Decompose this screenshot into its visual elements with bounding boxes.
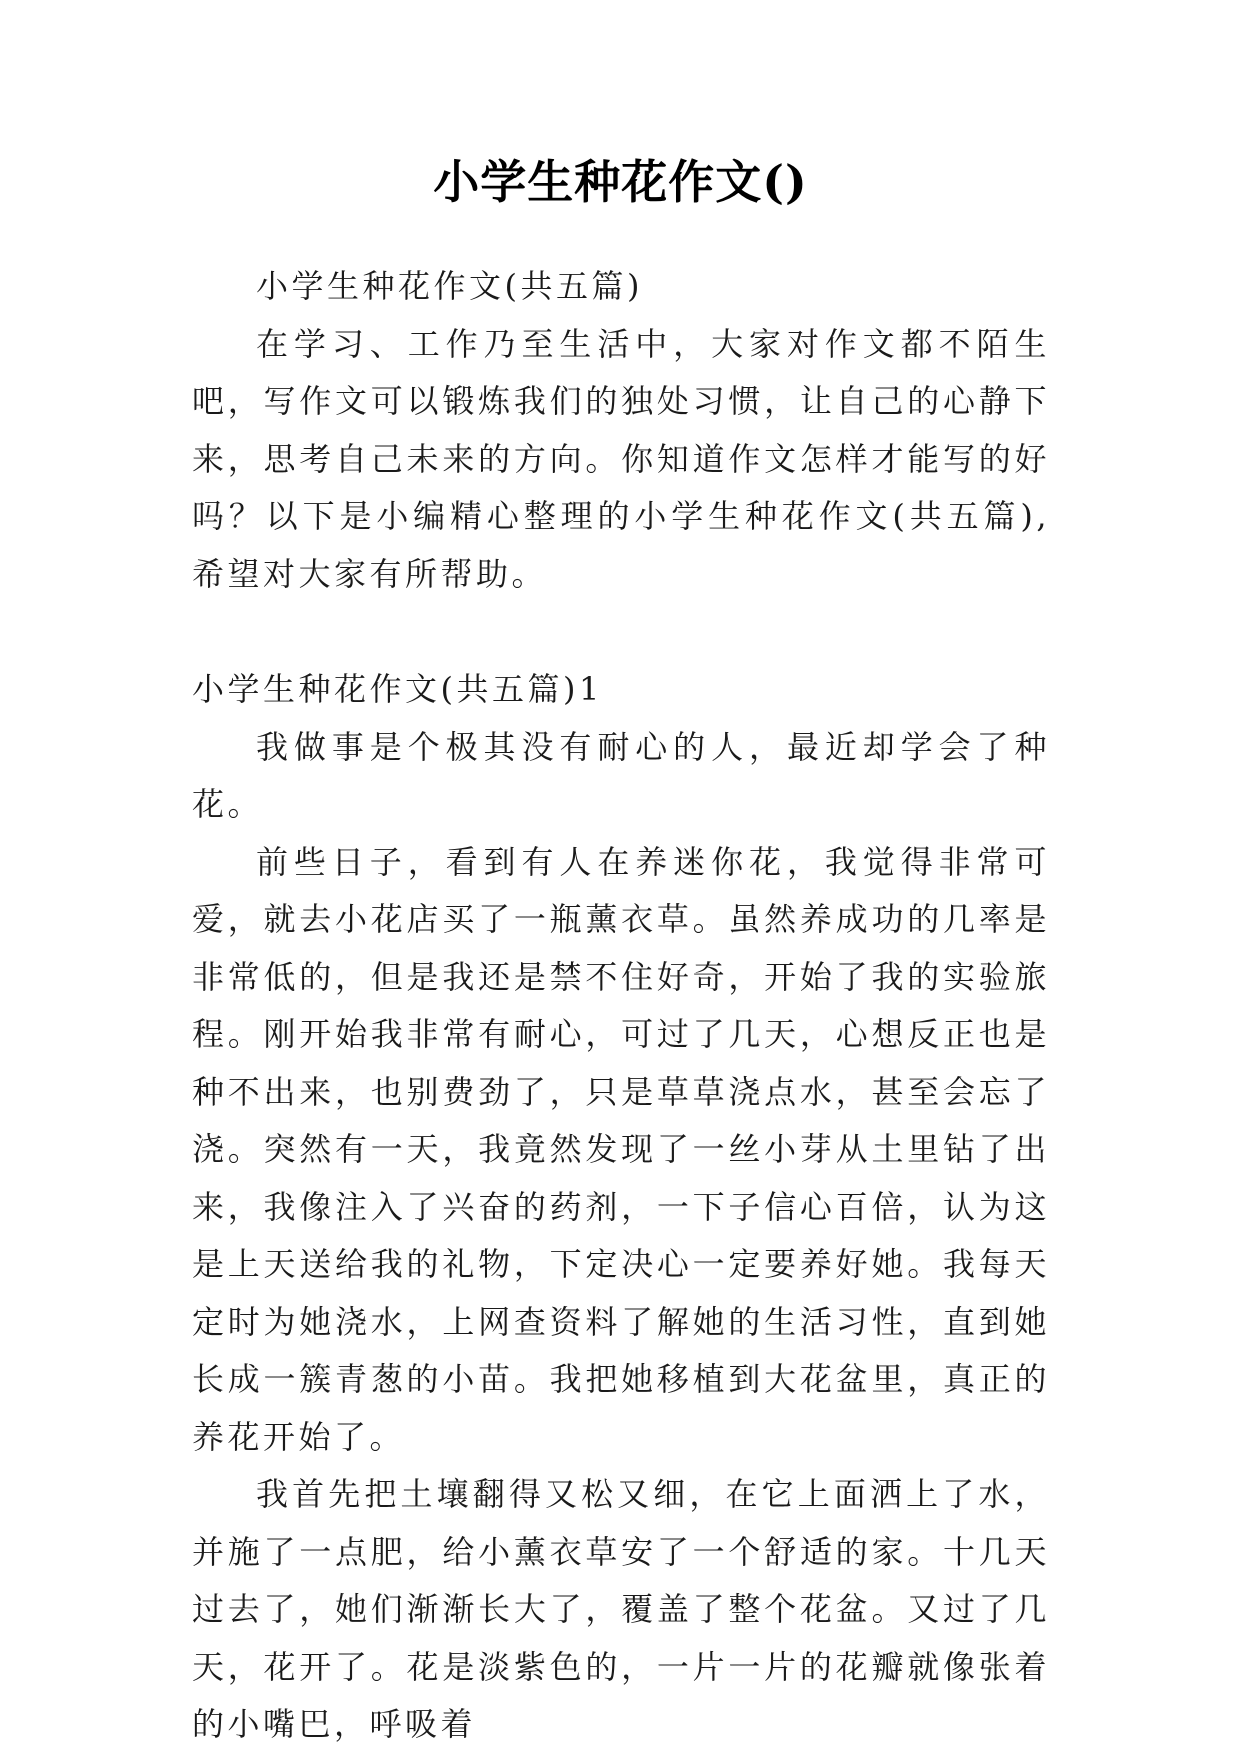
paragraph: 我首先把土壤翻得又松又细，在它上面洒上了水，并施了一点肥，给小薰衣草安了一个舒适的家。十几天过去了，她们渐渐长大了，覆盖了整个花盆。又过了几天，花开了。花是淡紫色的，一片一片的花瓣就像张着的小嘴巴，呼吸着: [192, 1475, 1050, 1743]
paragraph: 我做事是个极其没有耐心的人，最近却学会了种花。: [192, 727, 1050, 823]
section-heading: 小学生种花作文(共五篇)1: [192, 670, 603, 708]
document-body: [192, 258, 1050, 1754]
page-title: 小学生种花作文(): [433, 155, 808, 209]
subtitle: 小学生种花作文(共五篇): [256, 267, 643, 305]
intro-paragraph: 在学习、工作乃至生活中，大家对作文都不陌生吧，写作文可以锻炼我们的独处习惯，让自己的心静下来，思考自己未来的方向。你知道作文怎样才能写的好吗？以下是小编精心整理的小学生种花作文(共五篇),希望对大家有所帮助。: [192, 324, 1050, 593]
paragraph: 前些日子，看到有人在养迷你花，我觉得非常可爱，就去小花店买了一瓶薰衣草。虽然养成功的几率是非常低的，但是我还是禁不住好奇，开始了我的实验旅程。刚开始我非常有耐心，可过了几天，心想反正也是种不出来，也别费劲了，只是草草浇点水，甚至会忘了浇。突然有一天，我竟然发现了一丝小芽从土里钻了出来，我像注入了兴奋的药剂，一下子信心百倍，认为这是上天送给我的礼物，下定决心一定要养好她。我每天定时为她浇水，上网查资料了解她的生活习性，直到她长成一簇青葱的小苗。我把她移植到大花盆里，真正的养花开始了。: [192, 842, 1050, 1456]
